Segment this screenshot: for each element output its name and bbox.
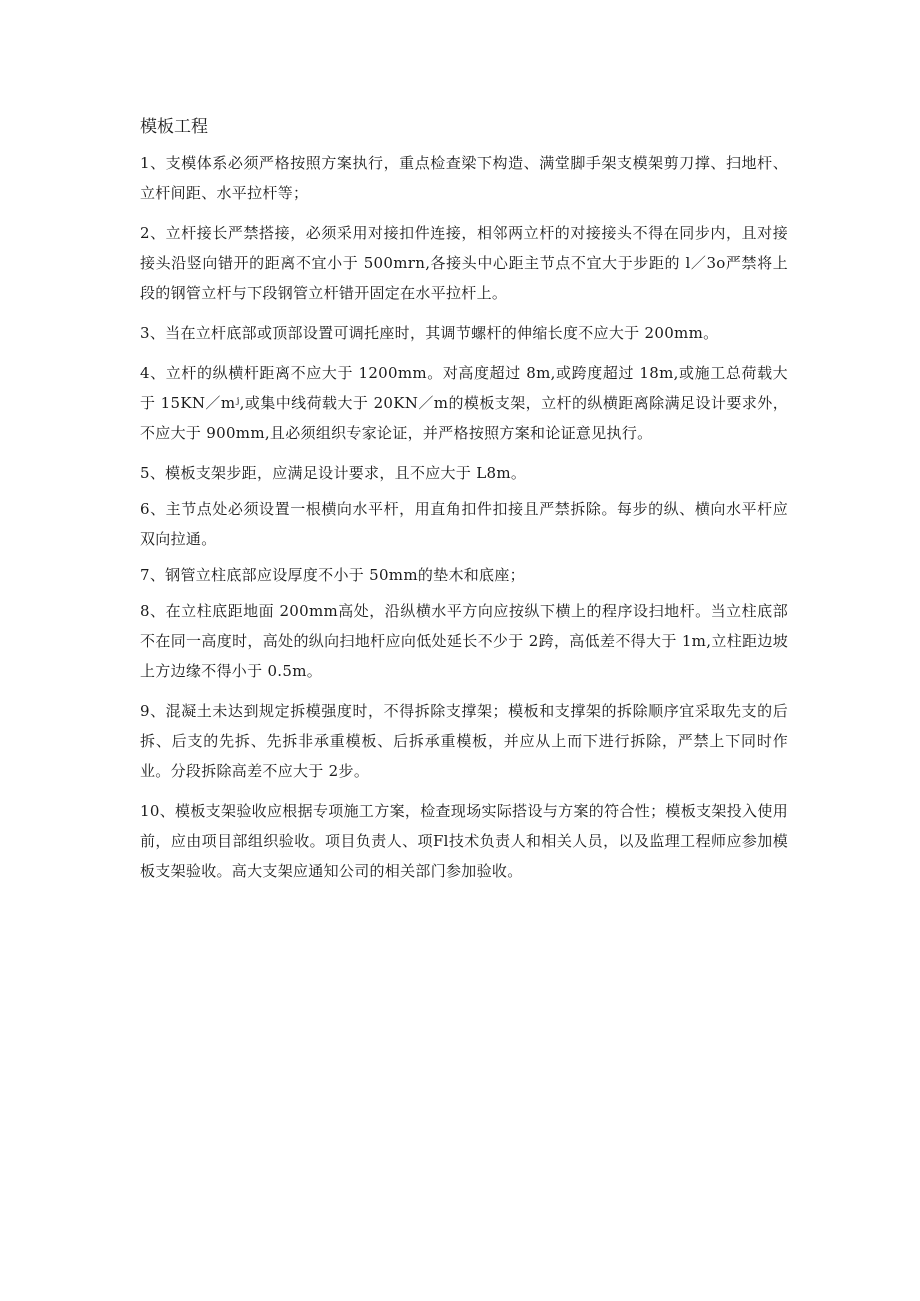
paragraph-2: 2、立杆接长严禁搭接，必须采用对接扣件连接，相邻两立杆的对接接头不得在同步内，且对接接头沿竖向错开的距离不宜小于 500mrn,各接头中心距主节点不宜大于步距的 l／3o严禁将上段的钢管立杆与下段钢管立杆错开固定在水平拉杆上。 bbox=[140, 224, 788, 302]
paragraph-8: 8、在立柱底距地面 200mm高处，沿纵横水平方向应按纵下横上的程序设扫地杆。当立柱底部不在同一高度时，高处的纵向扫地杆应向低处延长不少于 2跨，高低差不得大于 1m,立柱距边坡上方边缘不得小于 0.5m。 bbox=[140, 602, 788, 680]
paragraph-9: 9、混凝土未达到规定拆模强度时，不得拆除支撑架；模板和支撑架的拆除顺序宜采取先支的后拆、后支的先拆、先拆非承重模板、后拆承重模板，并应从上而下进行拆除，严禁上下同时作业。分段拆除高差不应大于 2步。 bbox=[140, 702, 788, 780]
document-title: 模板工程 bbox=[140, 117, 208, 137]
document-body bbox=[140, 112, 788, 896]
paragraph-4: 4、立杆的纵横杆距离不应大于 1200mm。对高度超过 8m,或跨度超过 18m,或施工总荷载大于 15KN／mʲ,或集中线荷载大于 20KN／m的模板支架，立杆的纵横距离除满足设计要求外，不应大于 900mm,且必须组织专家论证，并严格按照方案和论证意见执行。 bbox=[140, 364, 788, 442]
paragraph-7: 7、钢管立柱底部应设厚度不小于 50mm的垫木和底座； bbox=[140, 566, 525, 584]
paragraph-3: 3、当在立杆底部或顶部设置可调托座时，其调节螺杆的伸缩长度不应大于 200mm。 bbox=[140, 324, 719, 342]
paragraph-10: 10、模板支架验收应根据专项施工方案，检查现场实际搭设与方案的符合性；模板支架投入使用前，应由项目部组织验收。项目负责人、项Fl技术负责人和相关人员，以及监理工程师应参加模板支架验收。高大支架应通知公司的相关部门参加验收。 bbox=[140, 802, 788, 880]
paragraph-5: 5、模板支架步距，应满足设计要求，且不应大于 L8m。 bbox=[140, 464, 527, 482]
paragraph-1: 1、支模体系必须严格按照方案执行，重点检查梁下构造、满堂脚手架支模架剪刀撑、扫地杆、立杆间距、水平拉杆等； bbox=[140, 154, 788, 202]
paragraph-6: 6、主节点处必须设置一根横向水平杆，用直角扣件扣接且严禁拆除。每步的纵、横向水平杆应双向拉通。 bbox=[140, 500, 788, 548]
